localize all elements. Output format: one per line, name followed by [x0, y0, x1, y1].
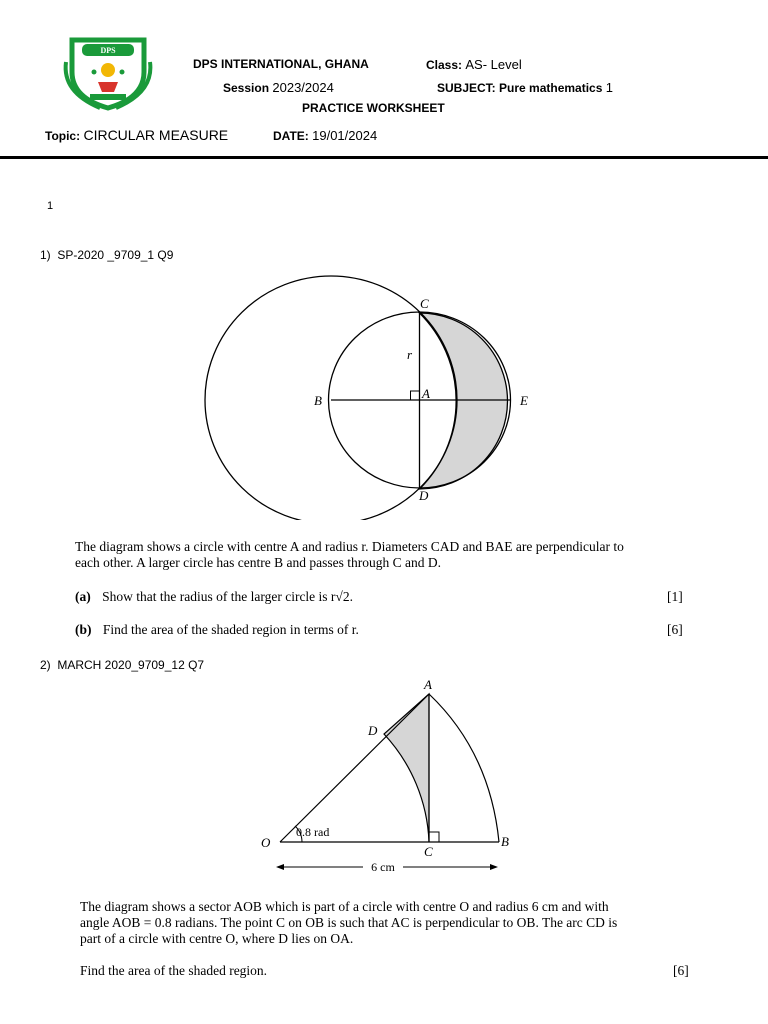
date-value: 19/01/2024 — [312, 128, 378, 143]
school-name: DPS INTERNATIONAL, GHANA — [193, 57, 369, 71]
q2-arc-ab — [429, 694, 499, 842]
worksheet-title: PRACTICE WORKSHEET — [302, 101, 445, 115]
q1-label-r: r — [407, 347, 413, 362]
school-logo — [52, 32, 164, 112]
q2-dimension-arrow-left — [276, 864, 284, 870]
q1-part-b-text: Find the area of the shaded region in terms of r. — [102, 622, 359, 637]
topic-label: Topic: — [45, 129, 81, 143]
q1-shaded-region — [420, 313, 508, 489]
q2-dimension-arrow-right — [490, 864, 498, 870]
q1-part-a-text: Show that the radius of the larger circle is r√2. — [102, 589, 353, 604]
q2-text-line1: The diagram shows a sector AOB which is part of a circle with centre O and radius 6 cm and with — [80, 899, 609, 914]
page-number: 1 — [47, 200, 54, 212]
q2-label-o: O — [261, 835, 271, 850]
q2-label-angle: 0.8 rad — [296, 825, 330, 839]
q2-diagram — [250, 672, 530, 882]
session-label: Session — [223, 81, 270, 95]
subject-number: 1 — [605, 80, 613, 95]
q1-part-a-marks: [1] — [667, 589, 683, 604]
subject-label: SUBJECT: — [437, 81, 496, 95]
session-info — [223, 80, 334, 95]
q2-text-line3: part of a circle with centre O, where D lies on OA. — [80, 931, 354, 946]
q1-part-b-label: (b) — [75, 622, 92, 637]
q1-right-angle — [411, 391, 420, 400]
q2-label-d: D — [368, 723, 378, 738]
subject-value: Pure mathematics — [499, 81, 603, 95]
q2-label-b: B — [501, 834, 509, 849]
q1-label-b: B — [314, 393, 322, 408]
q1-heading: 1) SP-2020 _9709_1 Q9 — [40, 248, 174, 262]
date-info — [273, 128, 377, 143]
q2-heading: 2) MARCH 2020_9709_12 Q7 — [40, 658, 205, 672]
q1-part-b-marks: [6] — [667, 622, 683, 637]
q2-label-c: C — [424, 844, 433, 859]
session-value: 2023/2024 — [272, 80, 334, 95]
q1-text-line1: The diagram shows a circle with centre A and radius r. Diameters CAD and BAE are perpendicular to — [75, 539, 624, 554]
q2-line-oa — [280, 694, 429, 842]
topic-info — [45, 127, 228, 143]
q1-label-e: E — [520, 393, 528, 408]
q2-right-angle — [429, 832, 439, 842]
q1-label-a: A — [422, 386, 430, 401]
header-divider — [0, 156, 768, 159]
q2-label-a: A — [424, 677, 432, 692]
class-label: Class: — [426, 58, 463, 72]
class-info — [426, 57, 522, 72]
class-value: AS- Level — [465, 57, 522, 72]
q2-label-length: 6 cm — [371, 860, 395, 874]
q1-label-c: C — [420, 296, 429, 311]
q1-part-a — [75, 589, 353, 605]
q2-text-line2: angle AOB = 0.8 radians. The point C on OB is such that AC is perpendicular to OB. The arc CD is — [80, 915, 618, 930]
subject-info — [437, 80, 613, 95]
q1-text-line2: each other. A larger circle has centre B and passes through C and D. — [75, 555, 442, 570]
q2-find-marks: [6] — [673, 963, 689, 978]
topic-value: CIRCULAR MEASURE — [83, 127, 229, 143]
logo-text: DPS — [100, 46, 116, 55]
q2-find-text: Find the area of the shaded region. — [80, 963, 268, 978]
q1-label-d: D — [419, 488, 429, 503]
q1-part-b — [75, 622, 359, 638]
q1-diagram — [190, 270, 550, 520]
date-label: DATE: — [273, 129, 309, 143]
q1-part-a-label: (a) — [75, 589, 91, 604]
